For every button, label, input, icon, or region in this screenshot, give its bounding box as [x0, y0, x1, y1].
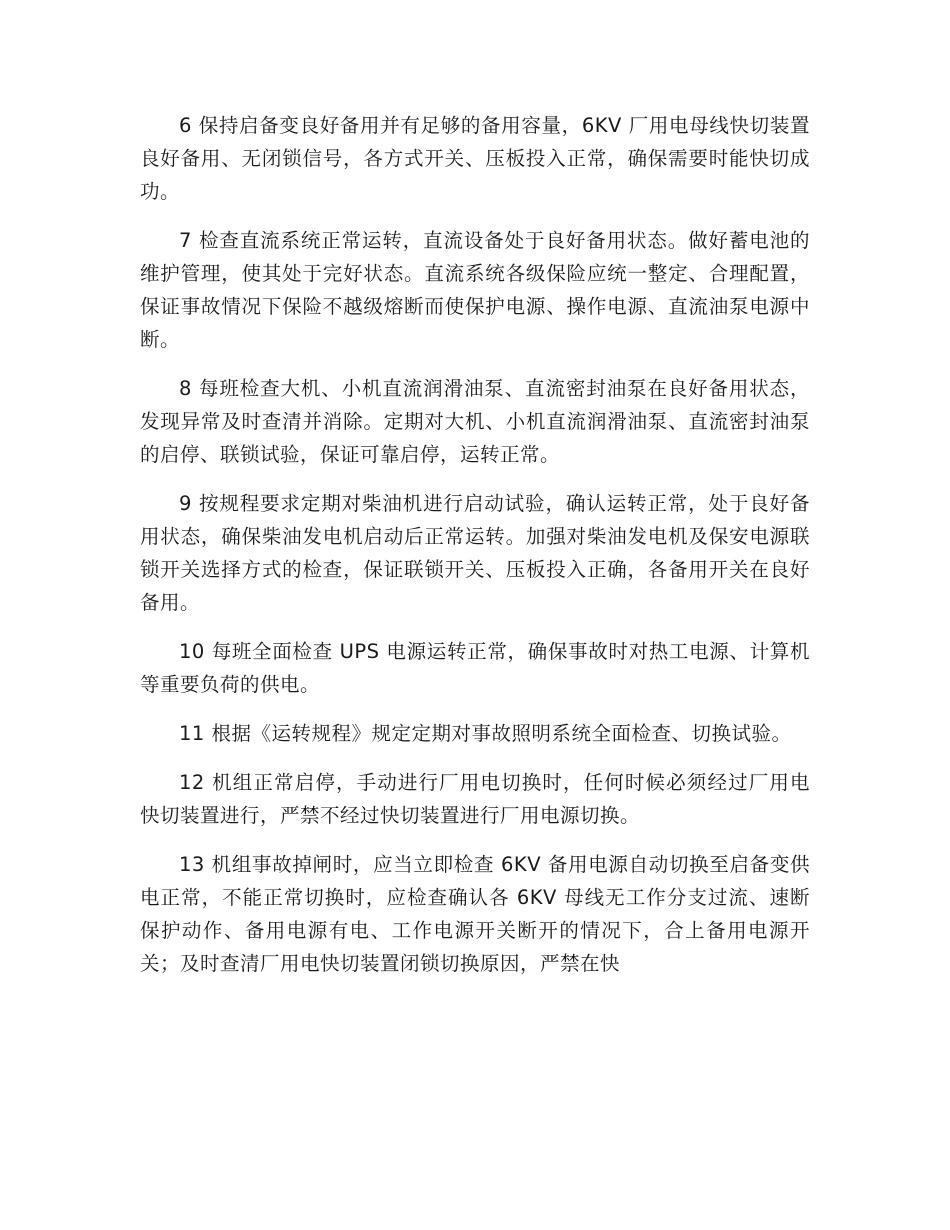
paragraph-12: 12 机组正常启停，手动进行厂用电切换时，任何时候必须经过厂用电快切装置进行，严禁不经过快切装置进行厂用电源切换。	[140, 771, 810, 827]
paragraph-8: 8 每班检查大机、小机直流润滑油泵、直流密封油泵在良好备用状态，发现异常及时查清并消除。定期对大机、小机直流润滑油泵、直流密封油泵的启停、联锁试验，保证可靠启停，运转正常。	[140, 377, 810, 466]
paragraph-7: 7 检查直流系统正常运转，直流设备处于良好备用状态。做好蓄电池的维护管理，使其处于完好状态。直流系统各级保险应统一整定、合理配置，保证事故情况下保险不越级熔断而使保护电源、操作电源、直流油泵电源中断。	[140, 229, 810, 351]
paragraph-10: 10 每班全面检查 UPS 电源运转正常，确保事故时对热工电源、计算机等重要负荷的供电。	[140, 640, 810, 696]
paragraph-9: 9 按规程要求定期对柴油机进行启动试验，确认运转正常，处于良好备用状态，确保柴油发电机启动后正常运转。加强对柴油发电机及保安电源联锁开关选择方式的检查，保证联锁开关、压板投入正确，各备用开关在良好备用。	[140, 492, 810, 614]
paragraph-11: 11 根据《运转规程》规定定期对事故照明系统全面检查、切换试验。	[179, 722, 792, 745]
document-body	[140, 109, 810, 996]
paragraph-6: 6 保持启备变良好备用并有足够的备用容量，6KV 厂用电母线快切装置良好备用、无闭锁信号，各方式开关、压板投入正常，确保需要时能快切成功。	[140, 114, 810, 203]
paragraph-13: 13 机组事故掉闸时，应当立即检查 6KV 备用电源自动切换至启备变供电正常，不能正常切换时，应检查确认各 6KV 母线无工作分支过流、速断保护动作、备用电源有电、工作电源开关断开的情况下，合上备用电源开关；及时查清厂用电快切装置闭锁切换原因，严禁在快	[140, 853, 810, 975]
